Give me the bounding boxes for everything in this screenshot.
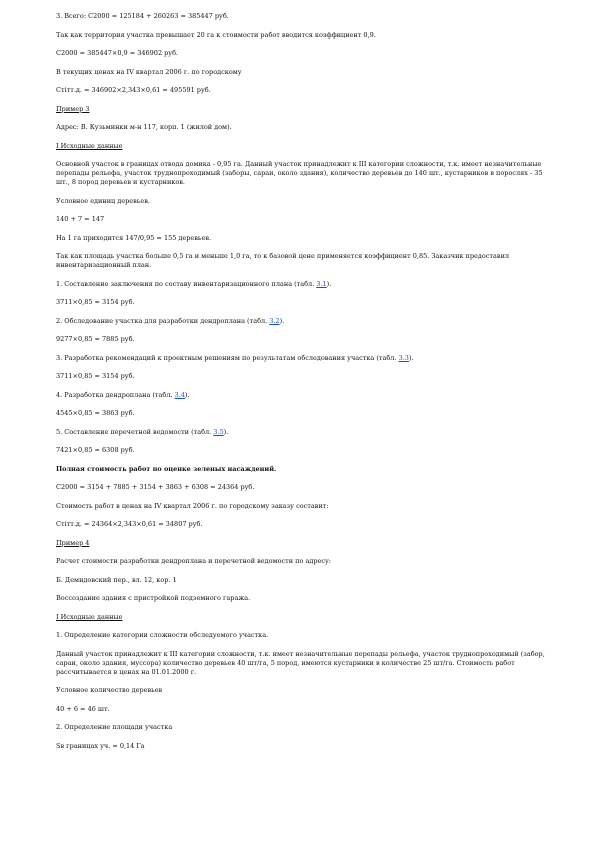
paragraph-text: С2000 = 385447×0,9 = 346902 руб.	[56, 49, 179, 57]
paragraph	[56, 409, 556, 418]
paragraph-text: Расчет стоимости разработки дендроплана и перечетной ведомости по адресу:	[56, 557, 331, 565]
paragraph-text: 140 + 7 = 147	[56, 215, 105, 223]
paragraph	[56, 446, 556, 455]
paragraph-text-tail: ).	[279, 316, 285, 325]
paragraph-text: Основной участок в границах отвода домика - 0,95 га. Данный участок принадлежит к III категории сложности, т.к. имеет незначительные перепады рельефа, участок труднопроходимый (заборы, сараи, около здания), количество деревьев до 140 шт., кустарников в порослях - 35 шт., 8 пород деревьев и кустарников.	[56, 160, 543, 186]
paragraph	[56, 252, 556, 270]
section-heading	[56, 539, 556, 548]
section-heading	[56, 142, 556, 151]
paragraph-text: Воссоздание здания с пристройкой подземного гаража.	[56, 594, 251, 602]
paragraph	[56, 650, 556, 677]
paragraph-text: 3711×0,85 = 3154 руб.	[56, 372, 135, 380]
paragraph	[56, 197, 556, 206]
paragraph-text: 2. Обследование участка для разработки дендроплана (табл.	[56, 316, 270, 325]
paragraph-text: Sв границах уч. = 0,14 Га	[56, 741, 145, 750]
paragraph	[56, 234, 556, 243]
paragraph	[56, 12, 556, 21]
paragraph-text: Условное единиц деревьев.	[56, 196, 150, 205]
paragraph-text: 9277×0,85 = 7885 руб.	[56, 335, 135, 343]
paragraph-text: 5. Составление перечетной ведомости (табл.	[56, 427, 214, 436]
paragraph-text-tail: ).	[408, 353, 414, 362]
paragraph	[56, 123, 556, 132]
paragraph	[56, 280, 556, 289]
paragraph	[56, 335, 556, 344]
paragraph	[56, 372, 556, 381]
paragraph-text: 4545×0,85 = 3863 руб.	[56, 409, 135, 417]
paragraph	[56, 49, 556, 58]
paragraph-text: 2. Определение площади участка	[56, 723, 173, 731]
paragraph	[56, 483, 556, 492]
paragraph	[56, 723, 556, 732]
paragraph	[56, 594, 556, 603]
paragraph-text: Стiтт.д. = 346902×2,343×0,61 = 495591 руб.	[56, 86, 211, 94]
paragraph-text: На 1 га приходится 147/0,95 = 155 деревьев.	[56, 233, 212, 242]
paragraph-text: Стiтт.д. = 24364×2,343×0,61 = 34807 руб.	[56, 520, 203, 528]
paragraph	[56, 160, 556, 187]
paragraph	[56, 686, 556, 695]
paragraph	[56, 631, 556, 640]
paragraph-text: Так как площадь участка больше 0,5 га и меньше 1,0 га, то к базовой цене применяется коэффициент 0,85. Заказчик предоставил инвентаризационный план.	[56, 252, 510, 269]
paragraph-text: Так как территория участка превышает 20 га к стоимости работ вводится коэффициент 0,9.	[56, 30, 376, 39]
paragraph-text: I Исходные данные	[56, 612, 123, 621]
paragraph-text: Адрес: В. Кузьминки м-н 117, корп. 1 (жилой дом).	[56, 123, 232, 131]
paragraph-text: Стоимость работ в ценах на IV квартал 2006 г. по городскому заказу составит:	[56, 501, 329, 510]
paragraph	[56, 68, 556, 77]
paragraph	[56, 31, 556, 40]
paragraph-text: 7421×0,85 = 6308 руб.	[56, 446, 135, 454]
paragraph	[56, 428, 556, 437]
table-ref-link[interactable]: 3.2	[269, 316, 280, 325]
paragraph-text: 3. Всего: С2000 = 125184 + 260263 = 385447 руб.	[56, 12, 229, 20]
paragraph-text-tail: ).	[223, 427, 229, 436]
paragraph	[56, 705, 556, 714]
paragraph-text-tail: ).	[326, 279, 332, 288]
paragraph	[56, 215, 556, 224]
paragraph-text: 3711×0,85 = 3154 руб.	[56, 298, 135, 306]
paragraph-text: 3. Разработка рекомендаций к проектным решениям по результатам обследования участка (табл.	[56, 353, 399, 362]
paragraph	[56, 465, 556, 474]
paragraph-text: Пример 3	[56, 104, 90, 113]
paragraph-text: Данный участок принадлежит к III категории сложности, т.к. имеет незначительные перепады рельефа, участок труднопроходимый (забор, сараи, около здания, муссора) количество деревьев 40 шт/га, 5 пород, имеются кустарники в количестве 25 шт/га. Стоимость работ рассчитывается в ценах на 01.01.2000 г.	[56, 649, 545, 676]
table-ref-link[interactable]: 3.3	[398, 353, 409, 362]
paragraph-text: Полная стоимость работ по оценке зеленых насаждений.	[56, 464, 277, 473]
section-heading	[56, 613, 556, 622]
paragraph	[56, 742, 556, 751]
paragraph	[56, 317, 556, 326]
paragraph-text: С2000 = 3154 + 7885 + 3154 + 3863 + 6308 = 24364 руб.	[56, 483, 255, 491]
paragraph-text: Б. Демидовский пер., вл. 12, кор. 1	[56, 575, 177, 584]
paragraph-text: 40 + 6 = 46 шт.	[56, 704, 110, 713]
paragraph	[56, 354, 556, 363]
paragraph-text: 4. Разработка дендроплана (табл.	[56, 390, 175, 399]
table-ref-link[interactable]: 3.1	[316, 279, 327, 288]
paragraph-text: 1. Определение категории сложности обследуемого участка.	[56, 631, 269, 639]
paragraph	[56, 391, 556, 400]
paragraph	[56, 520, 556, 529]
paragraph	[56, 86, 556, 95]
table-ref-link[interactable]: 3.4	[174, 390, 185, 399]
document-page	[56, 12, 556, 760]
paragraph	[56, 502, 556, 511]
paragraph	[56, 298, 556, 307]
paragraph-text: Пример 4	[56, 538, 90, 547]
paragraph	[56, 576, 556, 585]
paragraph-text-tail: ).	[184, 390, 190, 399]
paragraph-text: Условное количество деревьев	[56, 686, 163, 694]
section-heading	[56, 105, 556, 114]
paragraph-text: 1. Составление заключения по составу инвентаризационного плана (табл.	[56, 279, 317, 288]
paragraph-text: I Исходные данные	[56, 141, 123, 150]
paragraph-text: В текущих ценах на IV квартал 2006 г. по городскому	[56, 67, 242, 76]
paragraph	[56, 557, 556, 566]
table-ref-link[interactable]: 3.5	[213, 427, 224, 436]
